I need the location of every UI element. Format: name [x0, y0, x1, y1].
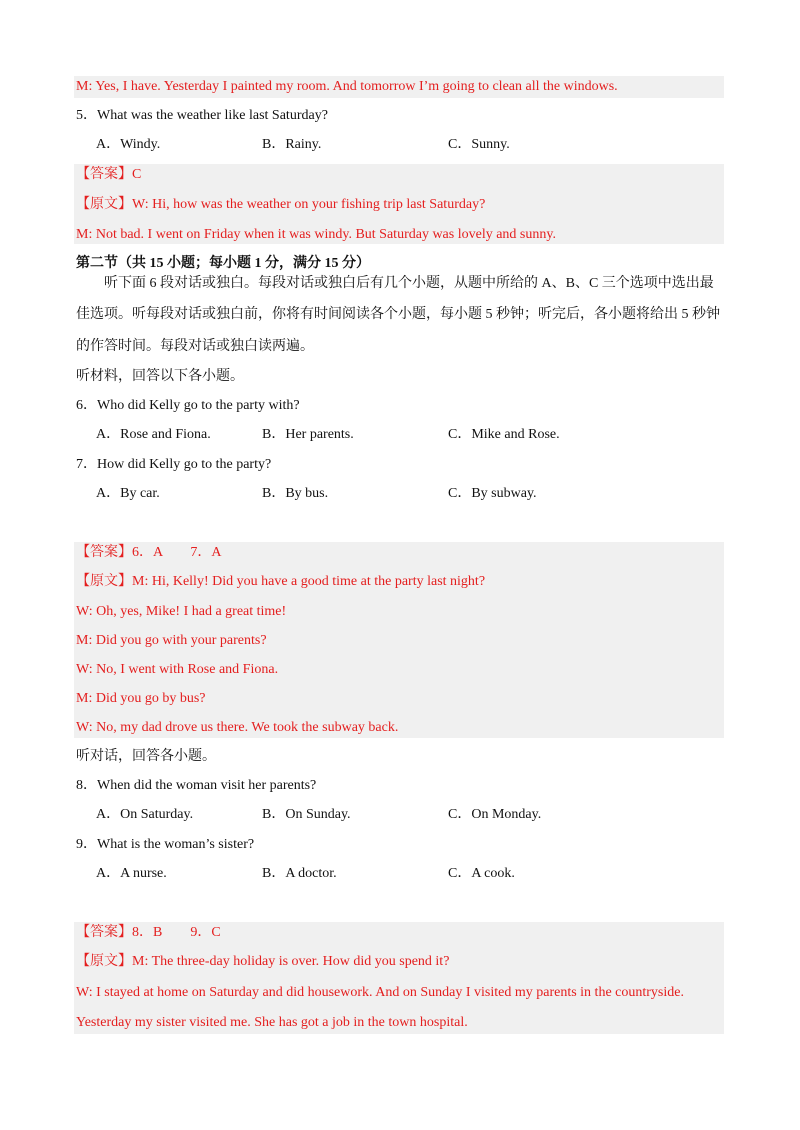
q89-answer: 【答案】8．B 9．C	[76, 925, 221, 940]
q9-option-b: B．A doctor.	[262, 866, 337, 881]
listening-prompt: 听对话，回答各小题。	[76, 749, 216, 764]
q89-transcript-line: 【原文】M: The three-day holiday is over. How did you spend it?	[76, 954, 450, 969]
q7-option-a: A．By car.	[96, 486, 160, 501]
q89-transcript-line: Yesterday my sister visited me. She has got a job in the town hospital.	[76, 1015, 468, 1030]
section-instructions: 的作答时间。每段对话或独白读两遍。	[76, 339, 314, 354]
q67-answer: 【答案】6．A 7．A	[76, 545, 222, 560]
q5-option-a: A．Windy.	[96, 137, 161, 152]
section-instructions: 听下面 6 段对话或独白。每段对话或独白后有几个小题，从题中所给的 A、B、C 三个选项中选出最	[104, 276, 714, 291]
q5-transcript-line: M: Not bad. I went on Friday when it was windy. But Saturday was lovely and sunny.	[76, 227, 556, 242]
q67-transcript-line: M: Did you go by bus?	[76, 691, 206, 706]
q67-transcript-line: W: No, my dad drove us there. We took the subway back.	[76, 720, 399, 735]
q8-option-c: C．On Monday.	[448, 807, 542, 822]
q4-transcript-line: M: Yes, I have. Yesterday I painted my room. And tomorrow I’m going to clean all the windows.	[76, 79, 618, 94]
q7-option-c: C．By subway.	[448, 486, 537, 501]
q5-option-b: B．Rainy.	[262, 137, 322, 152]
listening-prompt: 听材料，回答以下各小题。	[76, 369, 244, 384]
q9-option-c: C．A cook.	[448, 866, 515, 881]
q89-transcript-line: W: I stayed at home on Saturday and did housework. And on Sunday I visited my parents in the countryside.	[76, 985, 684, 1000]
section-title: 第二节（共 15 小题；每小题 1 分，满分 15 分）	[76, 256, 370, 271]
q9-option-a: A．A nurse.	[96, 866, 167, 881]
q7-option-b: B．By bus.	[262, 486, 329, 501]
q6-question: 6．Who did Kelly go to the party with?	[76, 398, 300, 413]
q67-transcript-line: 【原文】M: Hi, Kelly! Did you have a good time at the party last night?	[76, 574, 486, 589]
q6-option-c: C．Mike and Rose.	[448, 427, 560, 442]
q8-question: 8．When did the woman visit her parents?	[76, 778, 317, 793]
q67-transcript-line: W: Oh, yes, Mike! I had a great time!	[76, 604, 287, 619]
q8-option-a: A．On Saturday.	[96, 807, 194, 822]
q5-transcript-line: 【原文】W: Hi, how was the weather on your fishing trip last Saturday?	[76, 197, 486, 212]
section-instructions: 佳选项。听每段对话或独白前，你将有时间阅读各个小题，每小题 5 秒钟；听完后，各小题将给出 5 秒钟	[76, 307, 720, 322]
q67-transcript-line: M: Did you go with your parents?	[76, 633, 267, 648]
q9-question: 9．What is the woman’s sister?	[76, 837, 255, 852]
q5-question: 5．What was the weather like last Saturday?	[76, 108, 328, 123]
q8-option-b: B．On Sunday.	[262, 807, 351, 822]
q6-option-a: A．Rose and Fiona.	[96, 427, 211, 442]
q67-transcript-line: W: No, I went with Rose and Fiona.	[76, 662, 279, 677]
q6-option-b: B．Her parents.	[262, 427, 354, 442]
q5-option-c: C．Sunny.	[448, 137, 510, 152]
q7-question: 7．How did Kelly go to the party?	[76, 457, 272, 472]
q5-answer: 【答案】C	[76, 167, 142, 182]
